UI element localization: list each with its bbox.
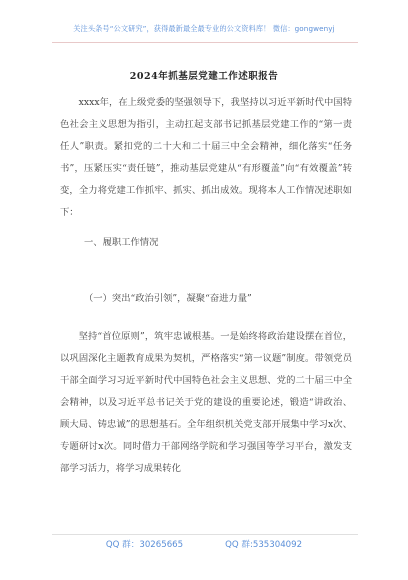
intro-paragraph: xxxx年，在上级党委的坚强领导下，我坚持以习近平新时代中国特色社会主义思想为指引，主动扛起支部书记抓基层党建工作的“第一责任人”职责。紧扣党的二十大和二十届三中全会精神，细化落实“任务书”，压紧压实“责任链”，推动基层党建从“有形覆盖”向“有效覆盖”转变，全力将党建工作抓牢、抓实、抓出成效。现将本人工作情况述职如下： xyxy=(60,97,352,218)
body-paragraph: 坚持“首位原则”，筑牢忠诚根基。一是始终将政治建设摆在首位，以巩固深化主题教育成果为契机，严格落实“第一议题”制度。带领党员干部全面学习习近平新时代中国特色社会主义思想、党的二十届三中全会精神，以及习近平总书记关于党的建设的重要论述，锻造“讲政治、顾大局、铸忠诚”的思想基石。全年组织机关党支部开展集中学习x次、专题研讨x次。同时借力干部网络学院和学习强国等学习平台，激发支部学习活力，将学习成果转化 xyxy=(60,331,352,474)
section-heading: 一、履职工作情况 xyxy=(84,237,159,248)
header-divider xyxy=(52,42,358,43)
header-banner: 关注头条号“公文研究”，获得最新最全最专业的公文资料库！ 微信：gongwenyj xyxy=(73,24,335,33)
footer-qq-group-1: QQ 群：30265665 xyxy=(105,540,184,550)
sub-heading: （一）突出“政治引领”，凝聚“奋进力量” xyxy=(84,293,252,304)
document-title: 2024年抓基层党建工作述职报告 xyxy=(129,71,279,82)
footer-qq-group-2: QQ 群:535304092 xyxy=(225,540,303,550)
footer-divider xyxy=(52,534,358,535)
footer xyxy=(0,538,408,550)
